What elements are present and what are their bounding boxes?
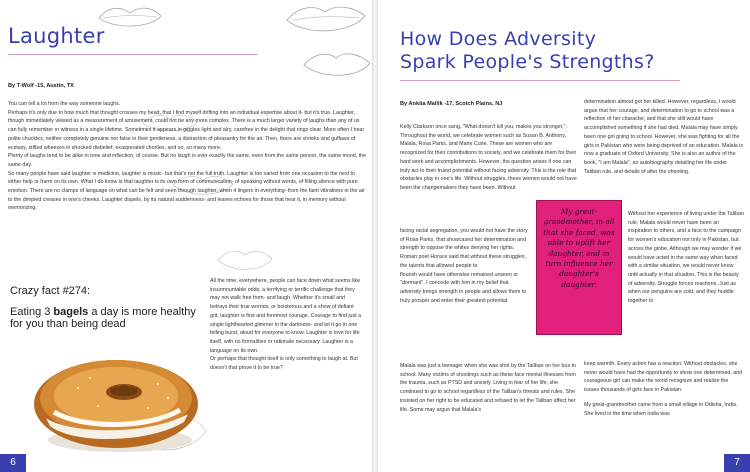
lips-sketch-icon bbox=[300, 45, 372, 83]
crazy-fact-highlight: bagels bbox=[53, 306, 89, 318]
paragraph: Perhaps it's only due to how much that thought crosses my head, that I find myself drifting into an individual expertise about it- but it's true. Laughter, though immediately viewed as a measurement of amusement, could not be any more complex. There is a much larger variety of laughs than any of us can fully remember or witness in a single lifetime. Sometimes it appears in giggles light and airy, carefree in the delight that rings clear. More often I hear polite chuckles, neither completely genuine nor false in their gentleness, a distraction of pleasantry for the air. Then, there are shrieks and guffaws of ecstasy, stifled wheezes in shocked disbelief, exasperated chortles, and so, so many more. bbox=[8, 109, 365, 151]
paragraph: Plenty of laughs tend to be alike in tone and inflection, of course. But no laugh is ever exactly the same, even from the same person, the same mood, the same day. bbox=[8, 153, 367, 168]
byline: By Ankita Mallik -17, Scotch Plains, NJ bbox=[400, 101, 503, 107]
title-line: Spark People's Strengths? bbox=[400, 51, 655, 73]
page-number: 7 bbox=[724, 454, 750, 472]
paragraph: Kelly Clarkson once sang, "What doesn't kill you, makes you stronger,". Throughout the world, we celebrate women such as Susan B. Anthony, Malala, Rosa Parks, and Marie Curie. These are women who are recognized for their contributions to society, and we celebrate them for their hard work and accomplishments. However, the question arises if one can truly act to their truest potential without facing adversity. This is the role that obstacles play in one's life. Without struggles, these women would not have been the changemakers they have been. Without bbox=[400, 124, 577, 191]
title-underline bbox=[400, 80, 680, 81]
paragraph: All the time, everywhere, people can face down what seems like insurmountable odds, a terrifying or terrific challenge that they may not walk free from- and laugh. Whether it's small and betrays their true worries, or boisterous and a show of defiant grit, laughter is first and foremost courage. Courage to find just a single lighthearted glimmer in the darkness- and let it go in one felling burst, aloud for everyone to know. Laughter is love for life itself, with no formalities or rationale necessary. Laughter is a language on its own. bbox=[210, 278, 362, 354]
column-1-top bbox=[400, 123, 578, 193]
paragraph: Malala was just a teenager when she was shot by the Taliban on her bus to school. Many victims of shootings such as these face mental illnesses from the trauma, such as PTSD and anxiety. Living in fear of her life, she continued to go to school regardless of the Taliban's threats and rules. She insisted on her right to be educated and refused to let the Taliban affect her life. Some may argue that Malala's bbox=[400, 363, 576, 413]
left-page bbox=[0, 0, 372, 472]
byline: By T-Wolf -15, Austin, TX bbox=[8, 83, 74, 89]
page-title: Laughter bbox=[8, 24, 105, 48]
page-title bbox=[400, 28, 655, 74]
paragraph: Without her experience of living under the Taliban rule, Malala would never have been an inspiration to others, and a face to the campaign for women's education not only in Pakistan, but across the globe. Although we may wonder if we would have acted in the same way when faced with a similar situation, we would never know until actually in that situation. This is the beauty of adversity. Struggle forces reactions. Just as when our penguins are cold, and they huddle together to bbox=[628, 211, 744, 305]
pull-quote: My great-grandmother, in all that she faced, was able to uplift her daughter, and in turn influence her daughter's daughter. bbox=[536, 200, 622, 335]
lips-sketch-icon bbox=[95, 2, 165, 32]
intro-text bbox=[8, 100, 368, 213]
crazy-fact-before: Eating 3 bbox=[10, 306, 54, 318]
column-2-top bbox=[584, 98, 744, 176]
paragraph: determination almost got her killed. However, regardless, I would argue that her courage, and determination to go to school was a reflection of her character, and that she still would have accomplished something if she had died. Malala may have simply been one girl going to school. However, she was fighting for all the girls in Pakistan who were being deprived of an education. Malala is now a graduate of Oxford University. She is also an author of the book, "I am Malala", an autobiography detailing her life under Taliban rule, and details of after the shooting. bbox=[584, 99, 743, 175]
paragraph: flourish would have otherwise remained unseen or "dormant". I concede with him in my belief that adversity brings strength in people and allows them to truly prosper and enter their greatest potential. bbox=[400, 271, 527, 304]
column-text bbox=[210, 277, 362, 373]
paragraph: My great-grandmother came from a small village in Odisha, India. She lived in the time when India was bbox=[584, 401, 738, 417]
crazy-fact-text bbox=[10, 306, 205, 330]
paragraph: So many people have said laughter is medicine, laughter is music- but that's not the full truth. Laughter is too varied from one occasion to the next to either help or harm on its own. What I do know is that laughter is its own form of communication- of speaking without words, of filling silence with pure emotion. There are no clamps of language on what can be felt and seen through laughter, when it lingers in everything- from the faint vibrations in the air to the dimpled creases in one's cheeks. Laughter dispels, by its natural suddenness- and leaves echoes for those that hear it, in memory without memorizing. bbox=[8, 170, 365, 212]
title-line: How Does Adversity bbox=[400, 28, 597, 50]
paragraph: keep warmth. Every action has a reaction. Without obstacles, she never would have had the opportunity to show one determined, and courageous girl can make the world recognize and realize the issues thousands of girls face in Pakistan. bbox=[584, 361, 743, 394]
column-2-bottom bbox=[584, 360, 744, 418]
bagel-image bbox=[28, 348, 208, 458]
crazy-fact-after: a day is more healthy for you than being dead bbox=[10, 306, 196, 330]
lips-sketch-icon bbox=[215, 245, 275, 275]
title-underline bbox=[8, 54, 258, 55]
crazy-fact-heading: Crazy fact #274: bbox=[10, 285, 91, 297]
page-number: 6 bbox=[0, 454, 26, 472]
column-2-wrap bbox=[628, 210, 744, 306]
paragraph: Or perhaps that thought itself is only something to laugh at. But doesn't that prove it to be true? bbox=[210, 356, 358, 372]
column-1-wrap bbox=[400, 227, 530, 305]
paragraph: You can tell a lot from the way someone laughs. bbox=[8, 101, 121, 107]
lips-sketch-icon bbox=[283, 0, 368, 38]
paragraph: facing racial segregation, you would not have the story of Rosa Parks, that showcased her determination and strength to oppose the whites denying her rights. Roman poet Horace said that without these struggles, the talents that allowed people to bbox=[400, 228, 528, 269]
right-page bbox=[378, 0, 750, 472]
column-1-bottom bbox=[400, 362, 578, 414]
